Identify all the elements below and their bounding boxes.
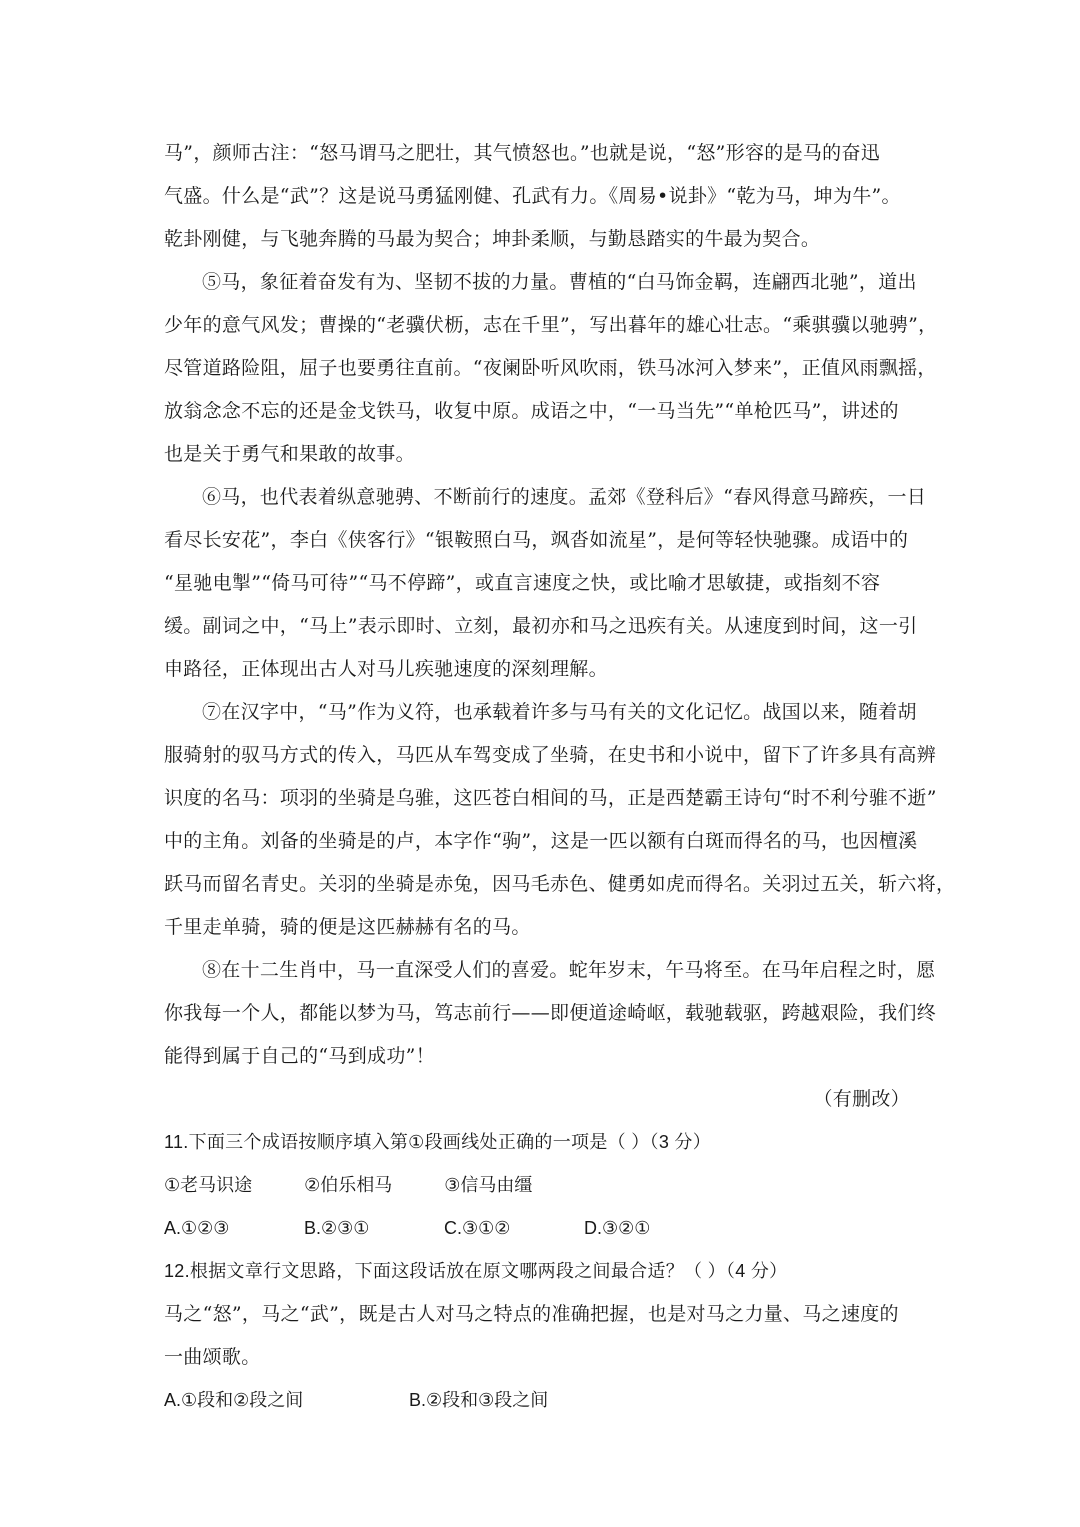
paragraph-5-start: ⑤马，象征着奋发有为、坚韧不拔的力量。曹植的“白马饰金羁，连翩西北驰”，道出 [202, 271, 917, 293]
source-note: （有删改） [813, 1088, 910, 1110]
passage-line: “星驰电掣”“倚马可待”“马不停蹄”，或直言速度之快，或比喻才思敏捷，或指刻不容 [164, 572, 881, 594]
question-12-quote: 一曲颂歌。 [164, 1346, 261, 1368]
idiom-item: ②伯乐相马 [304, 1175, 393, 1195]
passage-line: 缓。副词之中，“马上”表示即时、立刻，最初亦和马之迅疾有关。从速度到时间，这一引 [164, 615, 918, 637]
paragraph-7-start: ⑦在汉字中，“马”作为义符，也承载着许多与马有关的文化记忆。战国以来，随着胡 [202, 701, 917, 723]
passage-line: 尽管道路险阻，屈子也要勇往直前。“夜阑卧听风吹雨，铁马冰河入梦来”，正值风雨飘摇， [164, 357, 937, 379]
passage-line: 马”，颜师古注：“怒马谓马之肥壮，其气愤怒也。”也就是说，“怒”形容的是马的奋迅 [164, 142, 881, 164]
option-d[interactable]: D.③②① [584, 1218, 651, 1238]
question-11-options [164, 1207, 920, 1250]
option-a[interactable]: A.①段和②段之间 [164, 1390, 304, 1410]
question-12-quote: 马之“怒”，马之“武”，既是古人对马之特点的准确把握，也是对马之力量、马之速度的 [164, 1303, 899, 1325]
passage-line: 少年的意气风发；曹操的“老骥伏枥，志在千里”，写出暮年的雄心壮志。“乘骐骥以驰骋”， [164, 314, 938, 336]
passage-line: 服骑射的驭马方式的传入，马匹从车驾变成了坐骑，在史书和小说中，留下了许多具有高辨 [164, 744, 937, 766]
passage-line: 能得到属于自己的“马到成功”！ [164, 1045, 435, 1067]
passage-line: 气盛。什么是“武”？这是说马勇猛刚健、孔武有力。《周易•说卦》“乾为马，坤为牛”。 [164, 185, 901, 207]
passage-line: 乾卦刚健，与飞驰奔腾的马最为契合；坤卦柔顺，与勤恳踏实的牛最为契合。 [164, 228, 821, 250]
option-b[interactable]: B.②段和③段之间 [409, 1390, 549, 1410]
passage-line: 你我每一个人，都能以梦为马，笃志前行——即便道途崎岖，载驰载驱，跨越艰险，我们终 [164, 1002, 937, 1024]
passage-line: 识度的名马：项羽的坐骑是乌骓，这匹苍白相间的马，正是西楚霸王诗句“时不利兮骓不逝” [164, 787, 937, 809]
passage-line: 跃马而留名青史。关羽的坐骑是赤兔，因马毛赤色、健勇如虎而得名。关羽过五关，斩六将， [164, 873, 956, 895]
passage-line: 中的主角。刘备的坐骑是的卢，本字作“驹”，这是一匹以额有白斑而得名的马，也因檀溪 [164, 830, 918, 852]
option-c[interactable]: C.③①② [444, 1218, 511, 1238]
question-12-options [164, 1379, 920, 1422]
passage-line: 申路径，正体现出古人对马儿疾驰速度的深刻理解。 [164, 658, 608, 680]
question-11-idioms [164, 1164, 920, 1207]
question-11: 11.下面三个成语按顺序填入第①段画线处正确的一项是（ ）（3 分） [164, 1132, 712, 1152]
paragraph-8-start: ⑧在十二生肖中，马一直深受人们的喜爱。蛇年岁末，午马将至。在马年启程之时，愿 [202, 959, 936, 981]
passage-line: 也是关于勇气和果敢的故事。 [164, 443, 415, 465]
passage-line: 放翁念念不忘的还是金戈铁马，收复中原。成语之中，“一马当先”“单枪匹马”，讲述的 [164, 400, 899, 422]
exam-page [164, 132, 956, 1422]
paragraph-6-start: ⑥马，也代表着纵意驰骋、不断前行的速度。孟郊《登科后》“春风得意马蹄疾，一日 [202, 486, 927, 508]
question-12: 12.根据文章行文思路，下面这段话放在原文哪两段之间最合适？（ ）（4 分） [164, 1261, 788, 1281]
idiom-item: ①老马识途 [164, 1175, 253, 1195]
passage-line: 看尽长安花”，李白《侠客行》“银鞍照白马，飒沓如流星”，是何等轻快驰骤。成语中的 [164, 529, 909, 551]
idiom-item: ③信马由缰 [444, 1175, 533, 1195]
passage-line: 千里走单骑，骑的便是这匹赫赫有名的马。 [164, 916, 531, 938]
option-a[interactable]: A.①②③ [164, 1218, 230, 1238]
option-b[interactable]: B.②③① [304, 1218, 370, 1238]
